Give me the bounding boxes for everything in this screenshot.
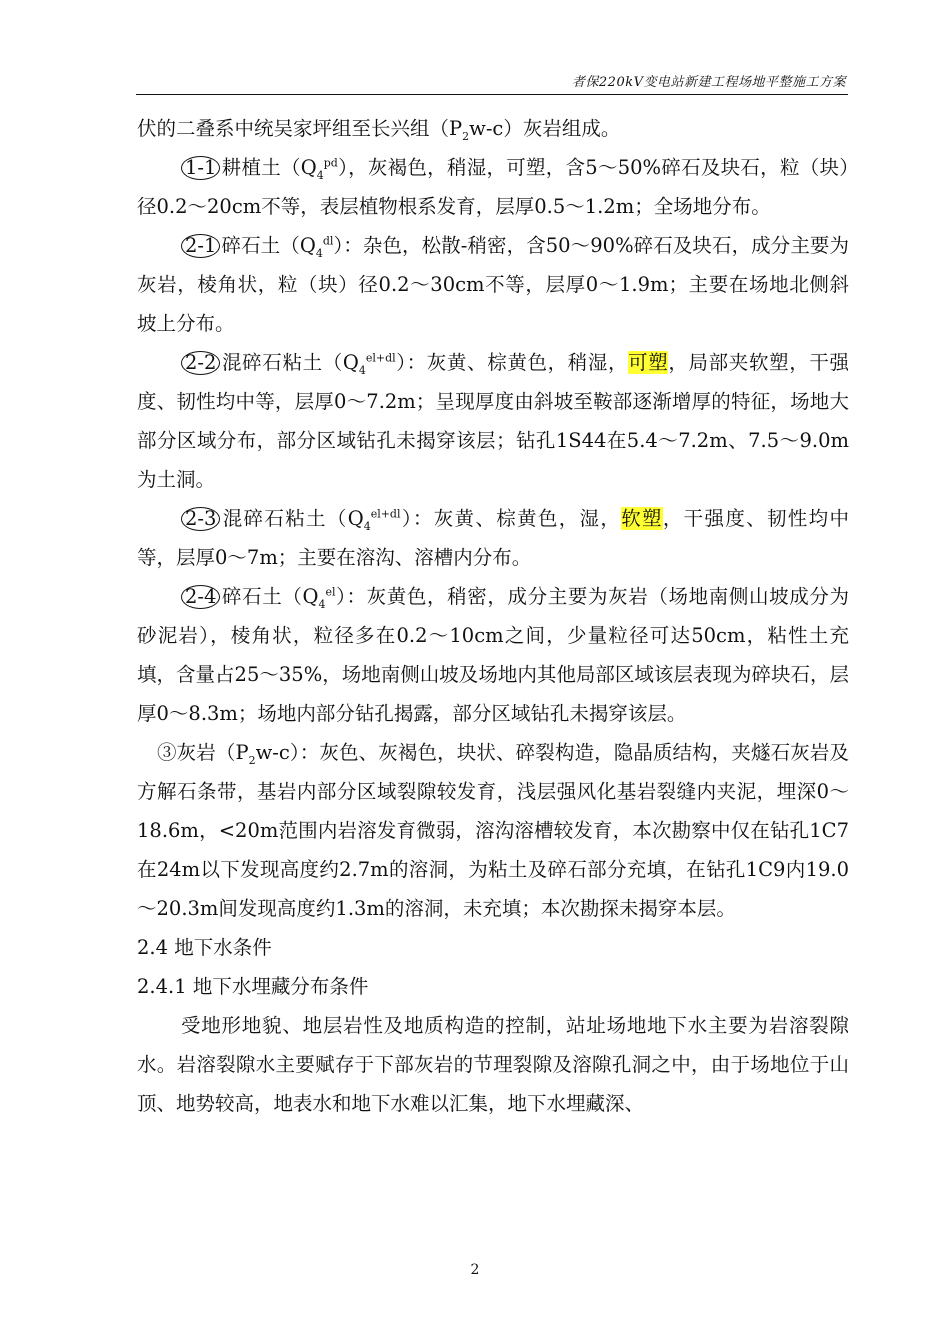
page-number: 2 [470, 1262, 480, 1278]
paragraph-groundwater: 受地形地貌、地层岩性及地质构造的控制，站址场地地下水主要为岩溶裂隙水。岩溶裂隙水主要赋存于下部灰岩的节理裂隙及溶隙孔洞之中，由于场地位于山顶、地势较高，地表水和地下水难以汇集，地下水埋藏深、 [137, 1014, 849, 1115]
paragraph-continuation: 伏的二叠系中统吴家坪组至长兴组$(P_2w-c)$灰岩组成。 [137, 117, 621, 143]
paragraph-layer-2-3: 2-3 混碎石粘土$(Q_4^{el+dl})$：灰黄、棕黄色，湿，软塑，干强度、韧性均中等，层厚0～7m；主要在溶沟、溶槽内分布。 [137, 507, 849, 569]
layer-marker: 2-3 [181, 507, 220, 531]
paragraph-layer-3: ③灰岩$(P_2w-c)$：灰色、灰褐色，块状、碎裂构造，隐晶质结构，夹燧石灰岩及方解石条带，基岩内部分区域裂隙较发育，浅层强风化基岩裂缝内夹泥，埋深0～18.6m，<20m范围内岩溶发育微弱，溶沟溶槽较发育，本次勘察中仅在钻孔1C7在24m以下发现高度约2.7m的溶洞，为粘土及碎石部分充填，在钻孔1C9内19.0～20.3m间发现高度约1.3m的溶洞，未充填；本次勘探未揭穿本层。 [137, 741, 850, 920]
paragraph-layer-2-4: 2-4 碎石土$(Q_4^{el})$：灰黄色，稍密，成分主要为灰岩（场地南侧山坡成分为砂泥岩），棱角状，粒径多在0.2～10cm之间，少量粒径可达50cm，粘性土充填，含量占25～35%，场地南侧山坡及场地内其他局部区域该层表现为碎块石，层厚0～8.3m；场地内部分钻孔揭露，部分区域钻孔未揭穿该层。 [137, 585, 849, 725]
paragraph-layer-2-2: 2-2 混碎石粘土$(Q_4^{el+dl})$：灰黄、棕黄色，稍湿，可塑，局部夹软塑，干强度、韧性均中等，层厚0～7.2m；呈现厚度由斜坡至鞍部逐渐增厚的特征，场地大部分区域分布，部分区域钻孔未揭穿该层；钻孔1S44在5.4～7.2m、7.5～9.0m为土洞。 [137, 351, 849, 491]
header-rule [136, 94, 848, 95]
layer-marker: 2-1 [181, 234, 220, 258]
layer-marker: 1-1 [181, 156, 220, 180]
layer-marker: 2-2 [181, 351, 220, 375]
paragraph-layer-2-1: 2-1 碎石土$(Q_4^{dl})$：杂色，松散-稍密，含50～90%碎石及块石，成分主要为灰岩，棱角状，粒（块）径0.2～30cm不等，层厚0～1.9m；主要在场地北侧斜坡上分布。 [137, 234, 849, 335]
highlighted-text: 可塑 [628, 351, 669, 374]
layer-marker: 2-4 [181, 585, 220, 609]
section-heading: 2.4 地下水条件 [137, 936, 272, 959]
subsection-heading: 2.4.1 地下水埋藏分布条件 [137, 975, 369, 998]
document-body [137, 109, 849, 1123]
paragraph-layer-1-1: 1-1 耕植土$(Q_4^{pd})$，灰褐色，稍湿，可塑，含5～50%碎石及块石，粒（块）径0.2～20cm不等，表层植物根系发育，层厚0.5～1.2m；全场地分布。 [137, 156, 849, 218]
header-title: 者保220kV变电站新建工程场地平整施工方案 [571, 75, 846, 90]
highlighted-text: 软塑 [621, 507, 663, 530]
